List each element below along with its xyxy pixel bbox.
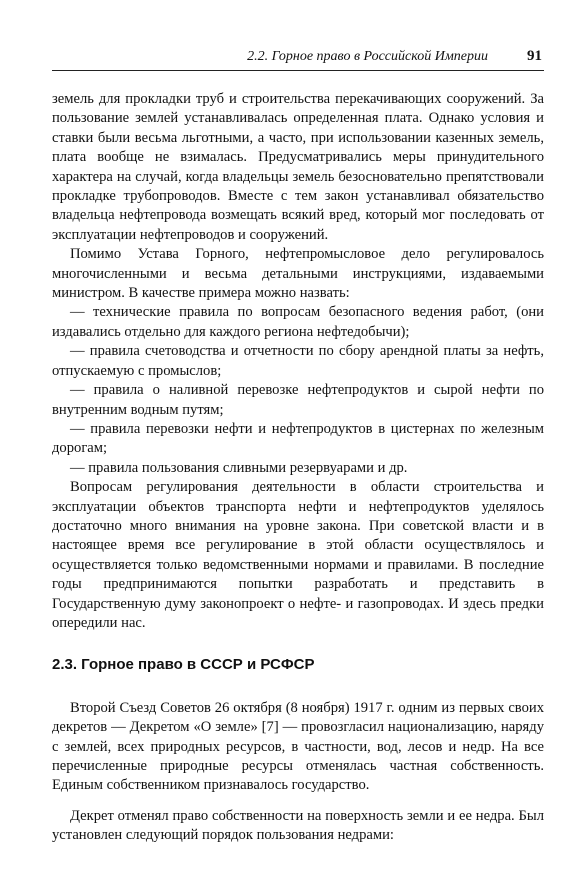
list-item: — правила перевозки нефти и нефтепродуктов в цистернах по железным дорогам; xyxy=(52,420,544,457)
paragraph: Помимо Устава Горного, нефтепромысловое дело регулировалось многочисленными и весьма детальными инструкциями, издаваемыми министром. В качестве примера можно назвать: xyxy=(52,246,544,302)
list-item: — технические правила по вопросам безопасного ведения работ, (они издавались отдельно для каждого региона нефтедобычи); xyxy=(52,304,544,340)
list-item: — правила пользования сливными резервуарами и др. xyxy=(70,459,408,476)
page-body xyxy=(52,90,544,846)
paragraph: Второй Съезд Советов 26 октября (8 ноября) 1917 г. одним из первых своих декретов — Декретом «О земле» [7] — провозгласил национализацию, наряду с землей, всех природных ресурсов, в частности, вод, лесов и недр. На все перечисленные природные ресурсы отменялась частная собственность. Единым собственником признавалось государство. xyxy=(52,699,544,794)
paragraph: Вопросам регулирования деятельности в области строительства и эксплуатации объектов транспорта нефти и нефтепродуктов уделялось достаточно много внимания на уровне закона. При советской власти и в настоящее время все регулирование в этой области осуществлялось и осуществляется только ведомственными нормами и правилами. В последние годы предпринимаются попытки разработать и представить в Государственную думу законопроект о нефте- и газопроводах. И здесь предки опередили нас. xyxy=(52,479,544,631)
running-header xyxy=(52,44,544,71)
running-header-title: 2.2. Горное право в Российской Империи xyxy=(247,49,488,64)
list-item: — правила счетоводства и отчетности по сбору арендной платы за нефть, отпускаемую с промыслов; xyxy=(52,343,544,379)
paragraph: земель для прокладки труб и строительства перекачивающих сооружений. За пользование землей устанавливалась определенная плата. Однако условия и ставки были весьма льготными, а часто, при использовании казенных земель, плата вообще не взималась. Предусматривались меры принудительного характера на случай, когда владельцы земель безосновательно препятствовали прокладке трубопроводов. Вместе с тем закон устанавливал обязательство владельца нефтепровода возмещать всякий вред, который мог последовать от эксплуатации нефтепроводов и сооружений. xyxy=(52,91,544,243)
list-item: — правила о наливной перевозке нефтепродуктов и сырой нефти по внутренним водным путям; xyxy=(52,382,544,418)
page-number: 91 xyxy=(527,48,542,64)
paragraph: Декрет отменял право собственности на поверхность земли и ее недра. Был установлен следующий порядок пользования недрами: xyxy=(52,807,544,844)
section-heading: 2.3. Горное право в СССР и РСФСР xyxy=(52,656,315,674)
